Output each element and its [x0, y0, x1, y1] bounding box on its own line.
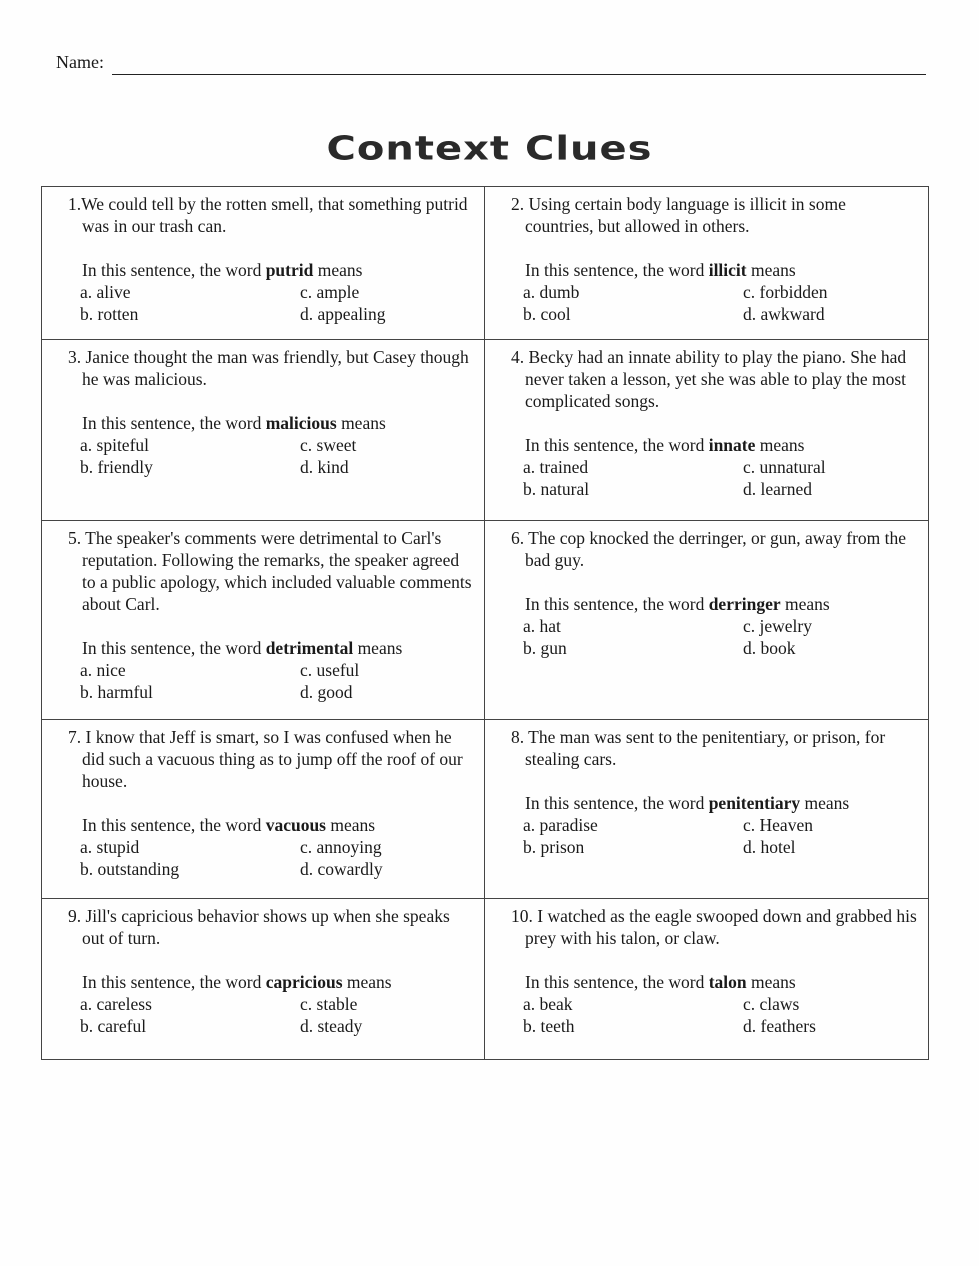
option-d[interactable]: d. steady: [300, 1016, 363, 1036]
option-a[interactable]: a. hat: [523, 616, 561, 636]
question-5: [42, 521, 485, 719]
target-word: penitentiary: [708, 793, 801, 813]
answer-options: [523, 615, 918, 659]
question-9: [42, 899, 485, 1059]
option-c[interactable]: c. forbidden: [743, 282, 828, 302]
question-row: [42, 898, 928, 1059]
option-c[interactable]: c. sweet: [300, 435, 357, 455]
question-sentence: 7. I know that Jeff is smart, so I was confused when he did such a vacuous thing as to jump off the roof of our house.: [68, 727, 463, 791]
target-word: detrimental: [265, 638, 354, 658]
question-sentence: 8. The man was sent to the penitentiary, or prison, for stealing cars.: [511, 727, 886, 769]
question-row: [42, 520, 928, 719]
option-b[interactable]: b. outstanding: [80, 859, 180, 879]
option-c[interactable]: c. jewelry: [743, 616, 812, 636]
answer-options: [80, 659, 474, 703]
name-label: Name:: [56, 52, 104, 72]
question-sentence: 1.We could tell by the rotten smell, that something putrid was in our trash can.: [68, 194, 468, 236]
option-c[interactable]: c. ample: [300, 282, 360, 302]
target-word: derringer: [708, 594, 781, 614]
answer-options: [80, 836, 474, 880]
question-grid: [41, 186, 929, 1060]
option-d[interactable]: d. cowardly: [300, 859, 383, 879]
question-7: [42, 720, 485, 898]
question-sentence: 5. The speaker's comments were detrimental to Carl's reputation. Following the remarks, the speaker agreed to a public apology, which included valuable comments about Carl.: [68, 528, 472, 614]
answer-options: [80, 993, 474, 1037]
question-prompt: In this sentence, the word illicit means: [525, 260, 796, 280]
question-sentence: 4. Becky had an innate ability to play the piano. She had never taken a lesson, yet she was able to play the most complicated songs.: [511, 347, 907, 411]
question-prompt: In this sentence, the word putrid means: [82, 260, 363, 280]
option-a[interactable]: a. dumb: [523, 282, 580, 302]
option-d[interactable]: d. kind: [300, 457, 349, 477]
option-b[interactable]: b. gun: [523, 638, 567, 658]
question-3: [42, 340, 485, 520]
name-blank-line[interactable]: [112, 74, 926, 75]
target-word: putrid: [265, 260, 314, 280]
option-a[interactable]: a. trained: [523, 457, 589, 477]
question-prompt: In this sentence, the word detrimental means: [82, 638, 403, 658]
question-1: [42, 187, 485, 339]
question-row: [42, 187, 928, 339]
target-word: vacuous: [265, 815, 326, 835]
option-b[interactable]: b. rotten: [80, 304, 139, 324]
name-row: [56, 52, 926, 82]
option-c[interactable]: c. unnatural: [743, 457, 826, 477]
question-prompt: In this sentence, the word vacuous means: [82, 815, 376, 835]
option-a[interactable]: a. paradise: [523, 815, 598, 835]
option-a[interactable]: a. beak: [523, 994, 573, 1014]
option-c[interactable]: c. claws: [743, 994, 800, 1014]
question-sentence: 2. Using certain body language is illicit in some countries, but allowed in others.: [511, 194, 846, 236]
question-prompt: In this sentence, the word malicious means: [82, 413, 386, 433]
page-title: Context Clues: [326, 130, 653, 168]
question-sentence: 3. Janice thought the man was friendly, but Casey though he was malicious.: [68, 347, 469, 389]
question-prompt: In this sentence, the word innate means: [525, 435, 805, 455]
target-word: illicit: [708, 260, 747, 280]
option-a[interactable]: a. alive: [80, 282, 131, 302]
question-prompt: In this sentence, the word derringer means: [525, 594, 830, 614]
question-10: [485, 899, 928, 1059]
question-row: [42, 719, 928, 898]
option-d[interactable]: d. awkward: [743, 304, 825, 324]
question-prompt: In this sentence, the word penitentiary means: [525, 793, 850, 813]
option-d[interactable]: d. appealing: [300, 304, 386, 324]
question-4: [485, 340, 928, 520]
question-2: [485, 187, 928, 339]
option-d[interactable]: d. book: [743, 638, 796, 658]
answer-options: [523, 814, 918, 858]
option-b[interactable]: b. teeth: [523, 1016, 575, 1036]
answer-options: [80, 434, 474, 478]
option-d[interactable]: d. good: [300, 682, 353, 702]
option-b[interactable]: b. harmful: [80, 682, 153, 702]
question-prompt: In this sentence, the word capricious means: [82, 972, 392, 992]
option-c[interactable]: c. Heaven: [743, 815, 813, 835]
option-c[interactable]: c. stable: [300, 994, 358, 1014]
question-prompt: In this sentence, the word talon means: [525, 972, 796, 992]
option-b[interactable]: b. careful: [80, 1016, 147, 1036]
target-word: innate: [708, 435, 756, 455]
option-b[interactable]: b. friendly: [80, 457, 153, 477]
option-a[interactable]: a. spiteful: [80, 435, 150, 455]
option-c[interactable]: c. useful: [300, 660, 360, 680]
target-word: capricious: [265, 972, 343, 992]
question-sentence: 10. I watched as the eagle swooped down and grabbed his prey with his talon, or claw.: [511, 906, 917, 948]
option-d[interactable]: d. learned: [743, 479, 812, 499]
option-a[interactable]: a. careless: [80, 994, 152, 1014]
question-sentence: 9. Jill's capricious behavior shows up when she speaks out of turn.: [68, 906, 450, 948]
option-b[interactable]: b. prison: [523, 837, 585, 857]
target-word: malicious: [265, 413, 337, 433]
answer-options: [523, 456, 918, 500]
answer-options: [523, 281, 918, 325]
question-row: [42, 339, 928, 520]
question-6: [485, 521, 928, 719]
option-b[interactable]: b. cool: [523, 304, 571, 324]
option-d[interactable]: d. feathers: [743, 1016, 816, 1036]
question-8: [485, 720, 928, 898]
option-d[interactable]: d. hotel: [743, 837, 796, 857]
option-b[interactable]: b. natural: [523, 479, 590, 499]
option-c[interactable]: c. annoying: [300, 837, 382, 857]
answer-options: [523, 993, 918, 1037]
answer-options: [80, 281, 474, 325]
option-a[interactable]: a. nice: [80, 660, 126, 680]
question-sentence: 6. The cop knocked the derringer, or gun, away from the bad guy.: [511, 528, 907, 570]
option-a[interactable]: a. stupid: [80, 837, 140, 857]
target-word: talon: [708, 972, 747, 992]
